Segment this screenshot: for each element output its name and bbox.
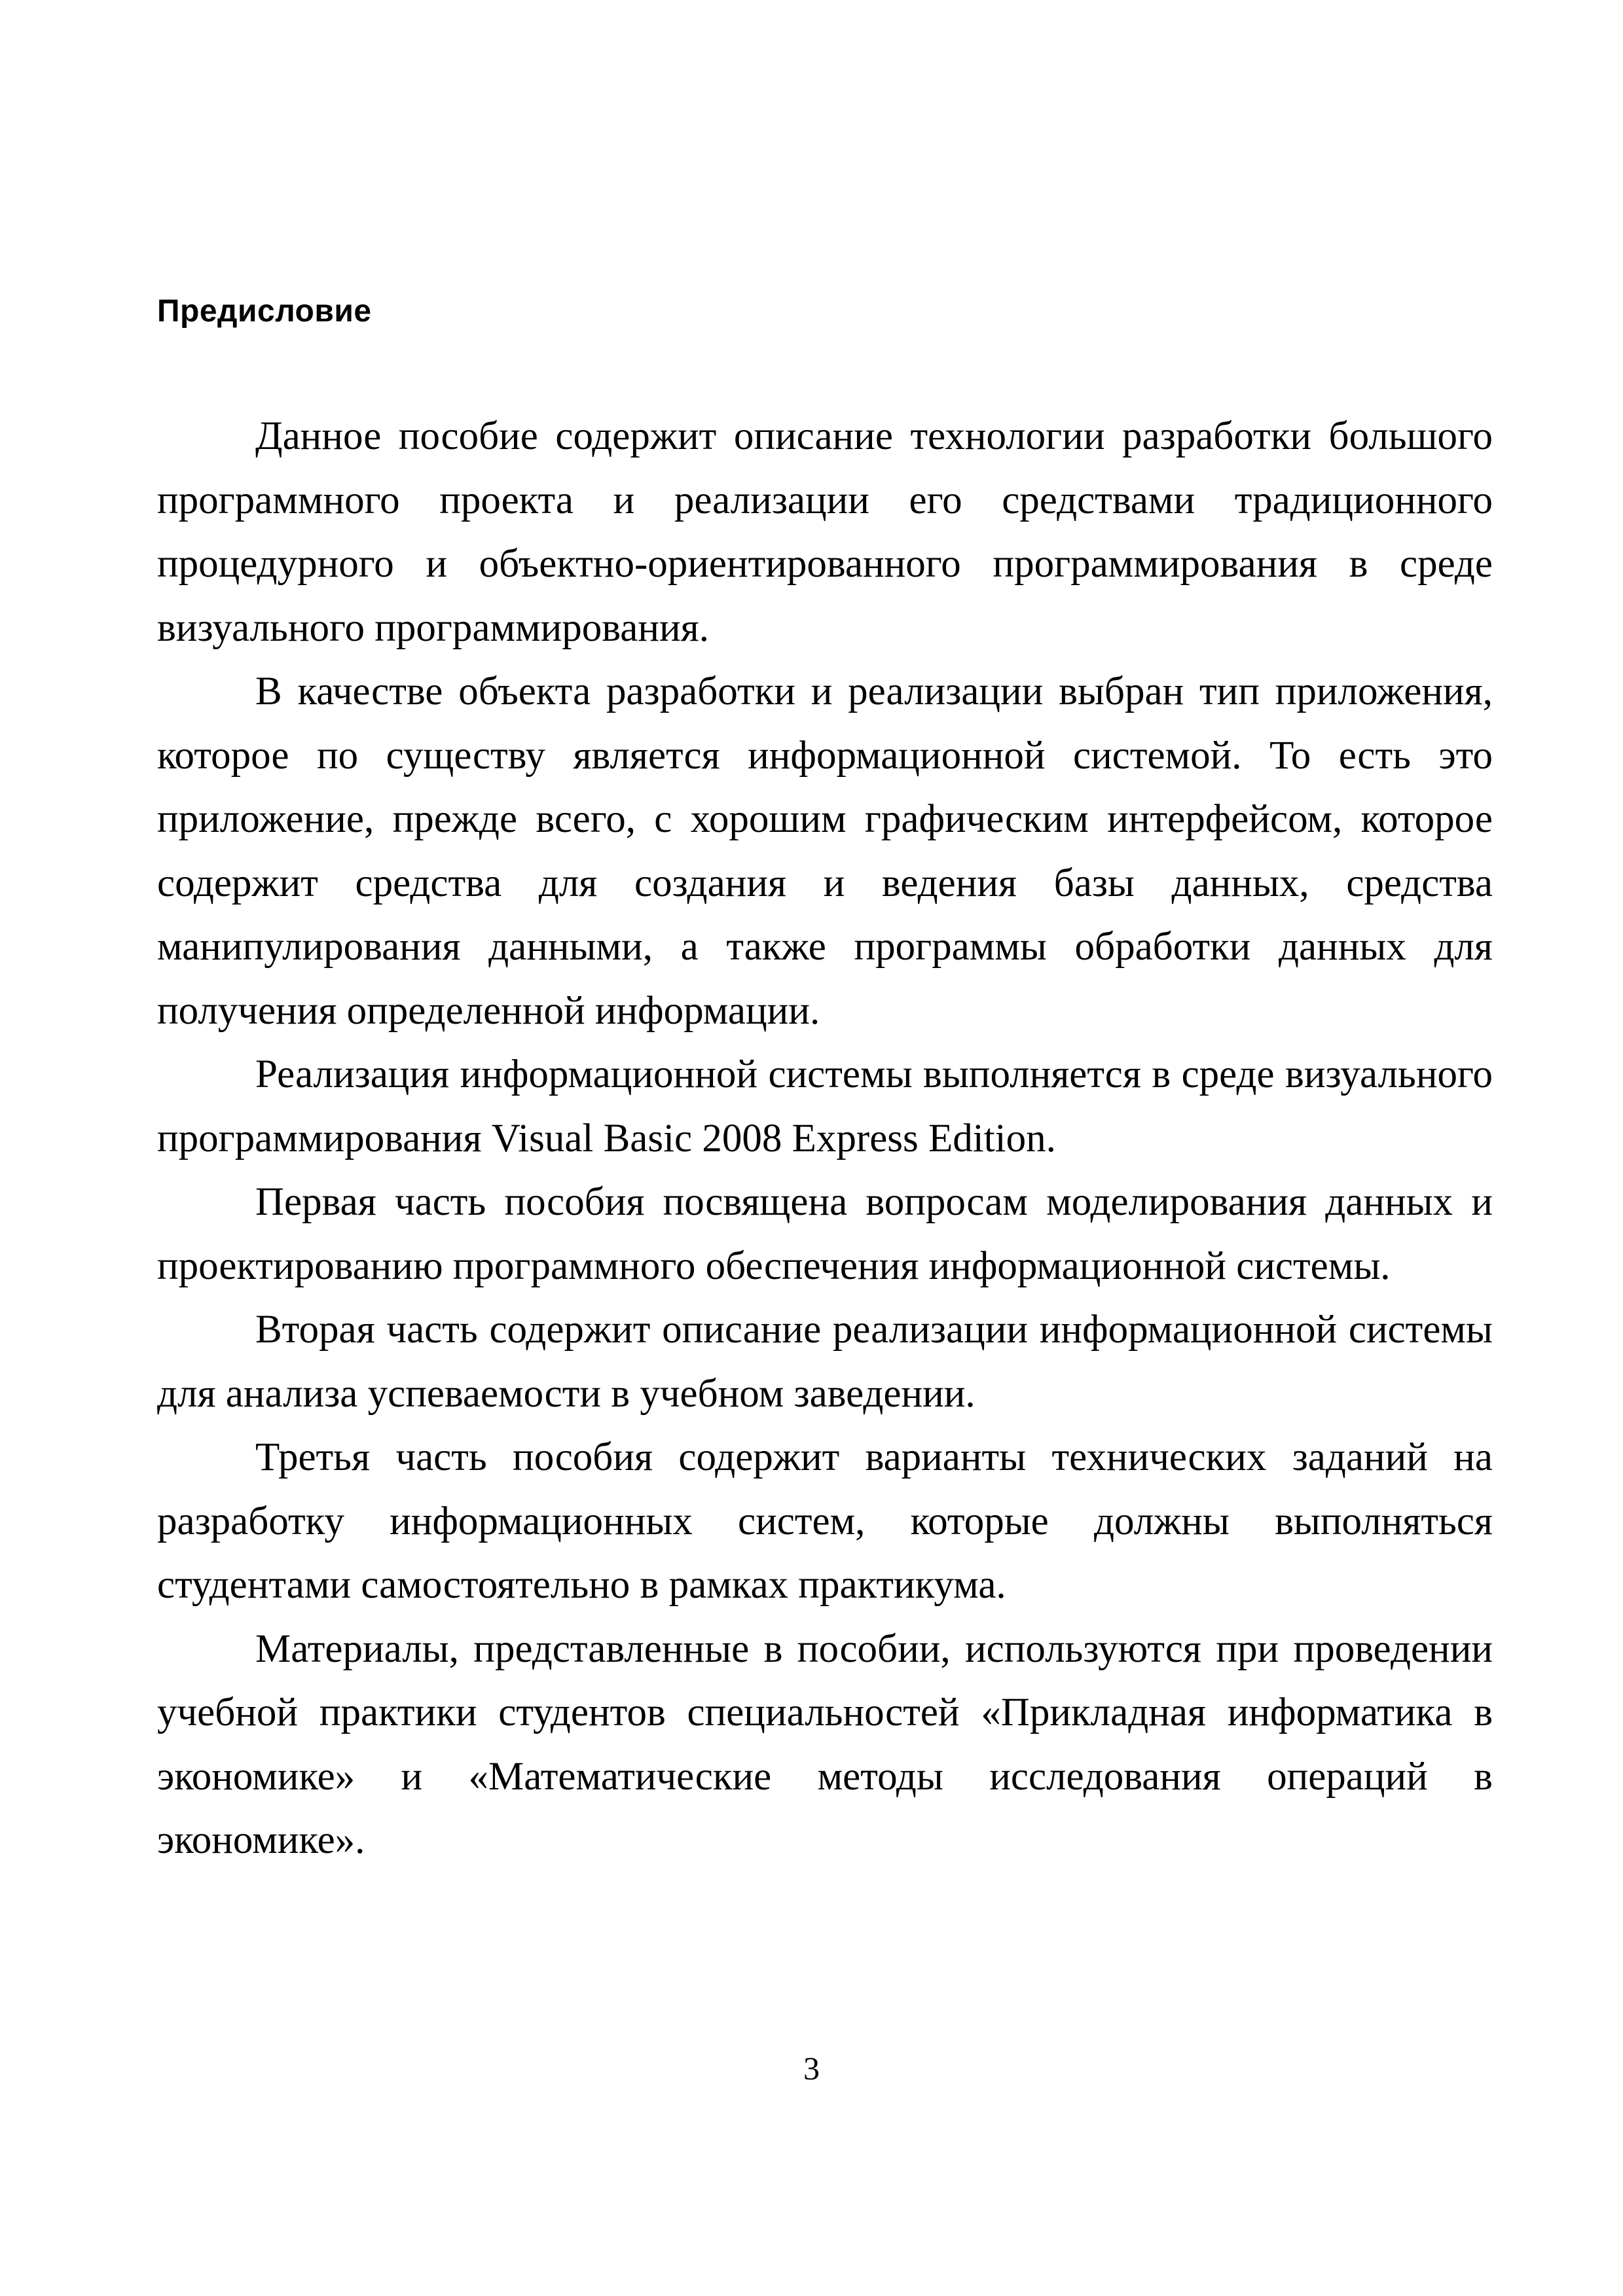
paragraph: Третья часть пособия содержит варианты технических заданий на разработку информационных систем, которые должны выполняться студентами самостоятельно в рамках практикума.: [157, 1435, 1493, 1607]
body-text: [157, 404, 1493, 1873]
page-number: 3: [803, 2050, 820, 2087]
paragraph: Первая часть пособия посвящена вопросам моделирования данных и проектированию программного обеспечения информационной системы.: [157, 1180, 1493, 1288]
paragraph: В качестве объекта разработки и реализации выбран тип приложения, которое по существу является информационной системой. То есть это приложение, прежде всего, с хорошим графическим интерфейсом, которое содержит средства для создания и ведения базы данных, средства манипулирования данными, а также программы обработки данных для получения определенной информации.: [157, 670, 1493, 1033]
paragraph: Реализация информационной системы выполняется в среде визуального программирования Visual Basic 2008 Express Edition.: [157, 1052, 1493, 1160]
paragraph: Материалы, представленные в пособии, используются при проведении учебной практики студентов специальностей «Прикладная информатика в экономике» и «Математические методы исследования операций в экономике».: [157, 1626, 1493, 1862]
paragraph: Вторая часть содержит описание реализации информационной системы для анализа успеваемости в учебном заведении.: [157, 1308, 1493, 1416]
section-heading: Предисловие: [157, 294, 372, 329]
paragraph: Данное пособие содержит описание технологии разработки большого программного проекта и реализации его средствами традиционного процедурного и объектно-ориентированного программирования в среде визуального программирования.: [157, 414, 1493, 650]
